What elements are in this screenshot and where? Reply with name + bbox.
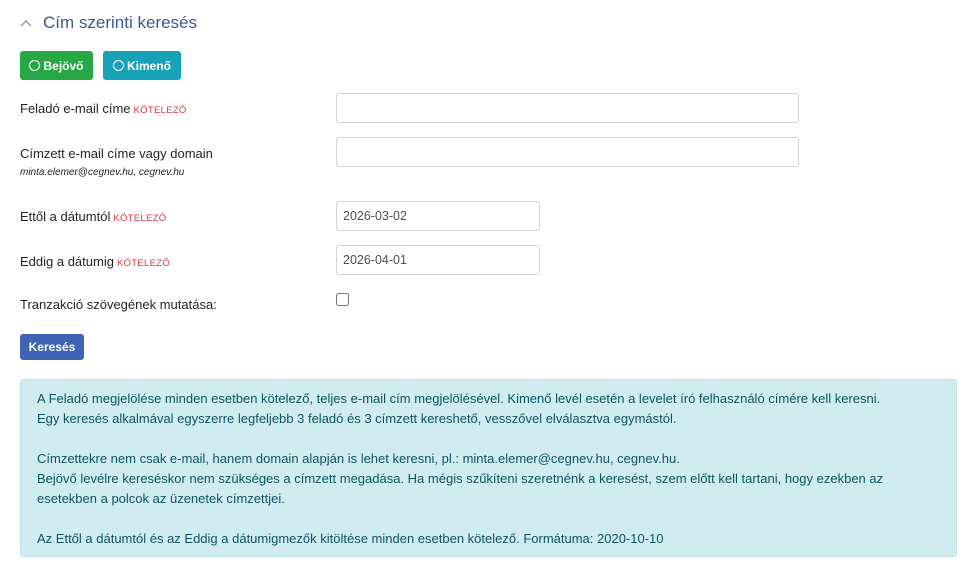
info-line: Bejövő levélre kereséskor nem szükséges a címzett megadása. Ha mégis szűkíteni szeretnénk a keresést, szem előtt kell tartani, hogy ezekben az esetekben a polcok az üzenetek címzettjei. <box>37 471 884 506</box>
date-from-input[interactable] <box>336 201 540 231</box>
incoming-button[interactable] <box>20 51 93 80</box>
info-box <box>20 379 957 557</box>
date-to-label: Eddig a dátumig KÖTELEZŐ <box>20 254 171 269</box>
sender-email-input[interactable] <box>336 93 799 123</box>
info-line: Címzettekre nem csak e-mail, hanem domain alapján is lehet keresni, pl.: minta.elemer@cegnev.hu, cegnev.hu. <box>37 451 680 466</box>
show-text-checkbox[interactable] <box>336 293 349 306</box>
section-header[interactable] <box>20 13 197 33</box>
section-title: Cím szerinti keresés <box>43 13 197 32</box>
date-from-label: Ettől a dátumtól KÖTELEZŐ <box>20 209 167 224</box>
recipient-label: Címzett e-mail címe vagy domain <box>20 146 213 161</box>
info-line: Egy keresés alkalmával egyszerre legfeljebb 3 feladó és 3 címzett kereshető, vesszővel elválasztva egymástól. <box>37 411 677 426</box>
required-tag: KÖTELEZŐ <box>116 258 171 269</box>
required-tag: KÖTELEZŐ <box>133 105 187 116</box>
search-button[interactable]: Keresés <box>20 334 84 360</box>
chevron-up-icon[interactable] <box>20 19 32 27</box>
recipient-email-input[interactable] <box>336 137 799 167</box>
outgoing-label: Kimenő <box>126 58 171 73</box>
info-line: A Feladó megjelölése minden esetben kötelező, teljes e-mail cím megjelölésével. Kimenő levél esetén a levelet író felhasználó címére kell keresni. <box>37 391 881 406</box>
outgoing-button[interactable] <box>103 51 181 80</box>
required-tag: KÖTELEZŐ <box>113 213 167 224</box>
date-to-input[interactable] <box>336 245 540 275</box>
recipient-hint: minta.elemer@cegnev.hu, cegnev.hu <box>20 167 185 178</box>
info-line: Az Ettől a dátumtól és az Eddig a dátumigmezők kitöltése minden esetben kötelező. Formátuma: 2020-10-10 <box>37 531 664 546</box>
show-text-label: Tranzakció szövegének mutatása: <box>20 297 217 312</box>
radio-circle-icon <box>29 60 40 71</box>
radio-circle-icon <box>113 60 124 71</box>
sender-label: Feladó e-mail címe KÖTELEZŐ <box>20 101 187 116</box>
incoming-label: Bejövő <box>43 58 84 73</box>
